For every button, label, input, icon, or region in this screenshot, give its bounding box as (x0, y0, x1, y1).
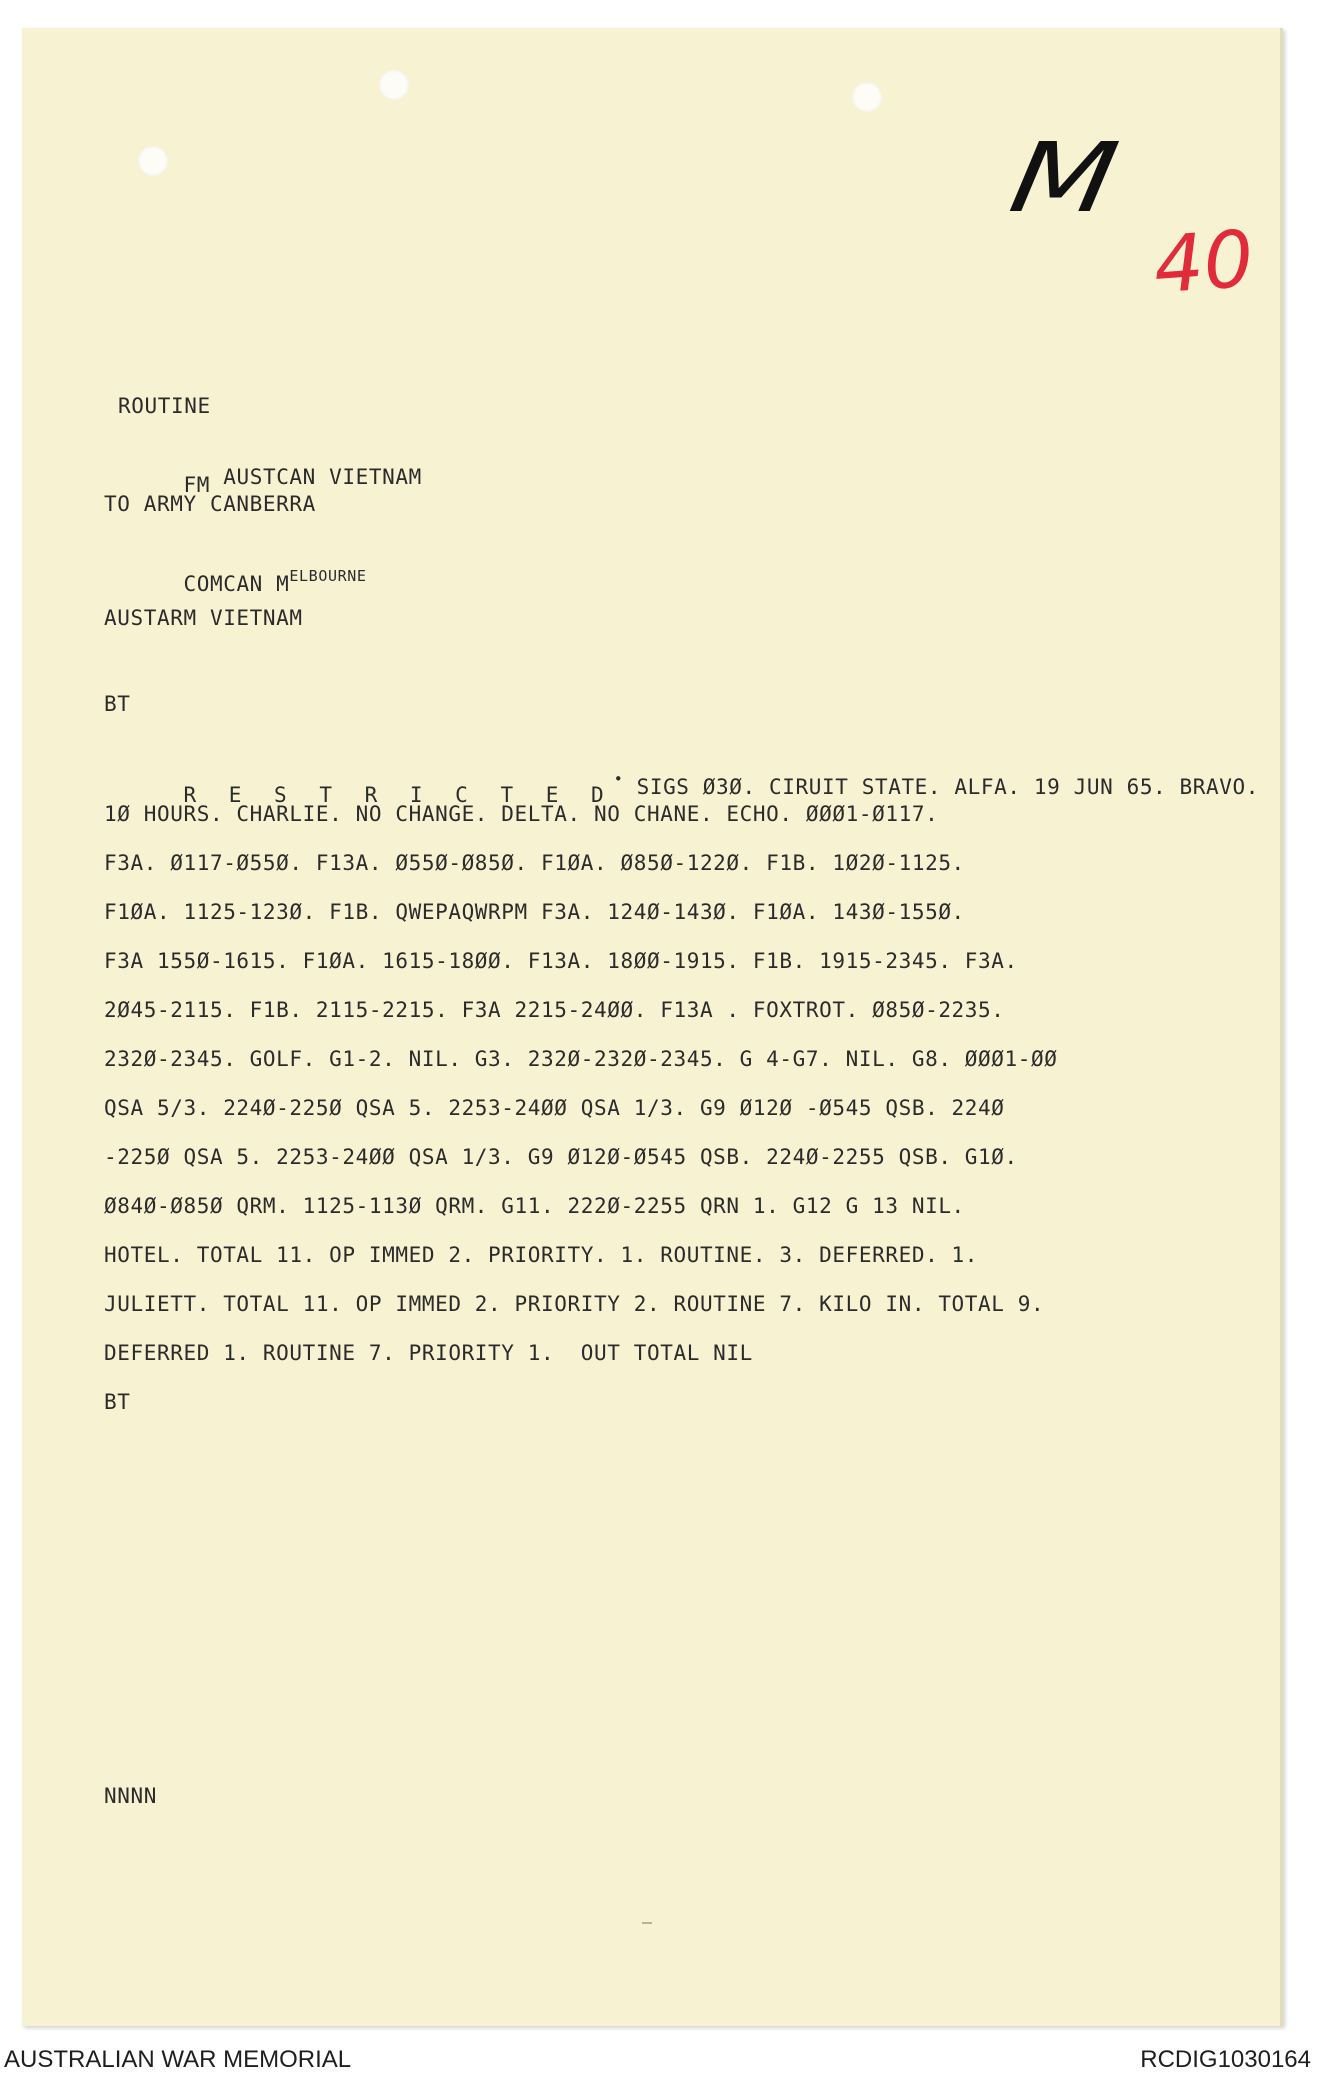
classification: R E S T R I C T E D (183, 783, 614, 807)
archive-reference: RCDIG1030164 (1140, 2046, 1311, 2073)
body-line: -225Ø QSA 5. 2253-24ØØ QSA 1/3. G9 Ø12Ø-Ø545 QSB. 224Ø-2255 QSB. G1Ø. (104, 1145, 1018, 1169)
paper-speck (642, 1922, 652, 1924)
handwritten-folio-number: 40 (1150, 214, 1257, 312)
end-of-message: NNNN (104, 1784, 157, 1808)
to-line: TO ARMY CANBERRA (104, 492, 316, 516)
body-line: 1Ø HOURS. CHARLIE. NO CHANGE. DELTA. NO CHANE. ECHO. ØØØ1-Ø117. (104, 802, 939, 826)
body-line: F3A 155Ø-1615. F1ØA. 1615-18ØØ. F13A. 18ØØ-1915. F1B. 1915-2345. F3A. (104, 949, 1018, 973)
body-line: F3A. Ø117-Ø55Ø. F13A. Ø55Ø-Ø85Ø. F1ØA. Ø85Ø-122Ø. F1B. 1Ø2Ø-1125. (104, 851, 965, 875)
bt-open: BT (104, 692, 131, 716)
bt-close: BT (104, 1390, 131, 1414)
precedence: ROUTINE (118, 394, 211, 418)
punch-hole (852, 82, 882, 112)
austarm-line: AUSTARM VIETNAM (104, 606, 303, 630)
archive-credit: AUSTRALIAN WAR MEMORIAL (4, 2046, 352, 2073)
handwritten-letter: M (1002, 123, 1126, 235)
body-line: HOTEL. TOTAL 11. OP IMMED 2. PRIORITY. 1. ROUTINE. 3. DEFERRED. 1. (104, 1243, 979, 1267)
document-sheet (22, 28, 1283, 2026)
punch-hole (379, 70, 409, 100)
body-line: DEFERRED 1. ROUTINE 7. PRIORITY 1. OUT TOTAL NIL (104, 1341, 753, 1365)
body-line-text: SIGS Ø3Ø. CIRUIT STATE. ALFA. 19 JUN 65. BRAVO. (636, 775, 1260, 799)
classification-dot: • (613, 770, 624, 788)
from-prefix: FM (183, 473, 210, 497)
comcan-text: COMCAN M (183, 572, 290, 596)
body-line: QSA 5/3. 224Ø-225Ø QSA 5. 2253-24ØØ QSA 1/3. G9 Ø12Ø -Ø545 QSB. 224Ø (104, 1096, 1005, 1120)
body-line: JULIETT. TOTAL 11. OP IMMED 2. PRIORITY 2. ROUTINE 7. KILO IN. TOTAL 9. (104, 1292, 1045, 1316)
body-line: 232Ø-2345. GOLF. G1-2. NIL. G3. 232Ø-232Ø-2345. G 4-G7. NIL. G8. ØØØ1-ØØ (104, 1047, 1058, 1071)
body-line: 2Ø45-2115. F1B. 2115-2215. F3A 2215-24ØØ. F13A . FOXTROT. Ø85Ø-2235. (104, 998, 1005, 1022)
from-station: AUSTCAN VIETNAM (223, 465, 422, 489)
comcan-superscript: ELBOURNE (289, 567, 367, 585)
body-line: Ø84Ø-Ø85Ø QRM. 1125-113Ø QRM. G11. 222Ø-2255 QRN 1. G12 G 13 NIL. (104, 1194, 965, 1218)
punch-hole (138, 146, 168, 176)
body-line: F1ØA. 1125-123Ø. F1B. QWEPAQWRPM F3A. 124Ø-143Ø. F1ØA. 143Ø-155Ø. (104, 900, 965, 924)
